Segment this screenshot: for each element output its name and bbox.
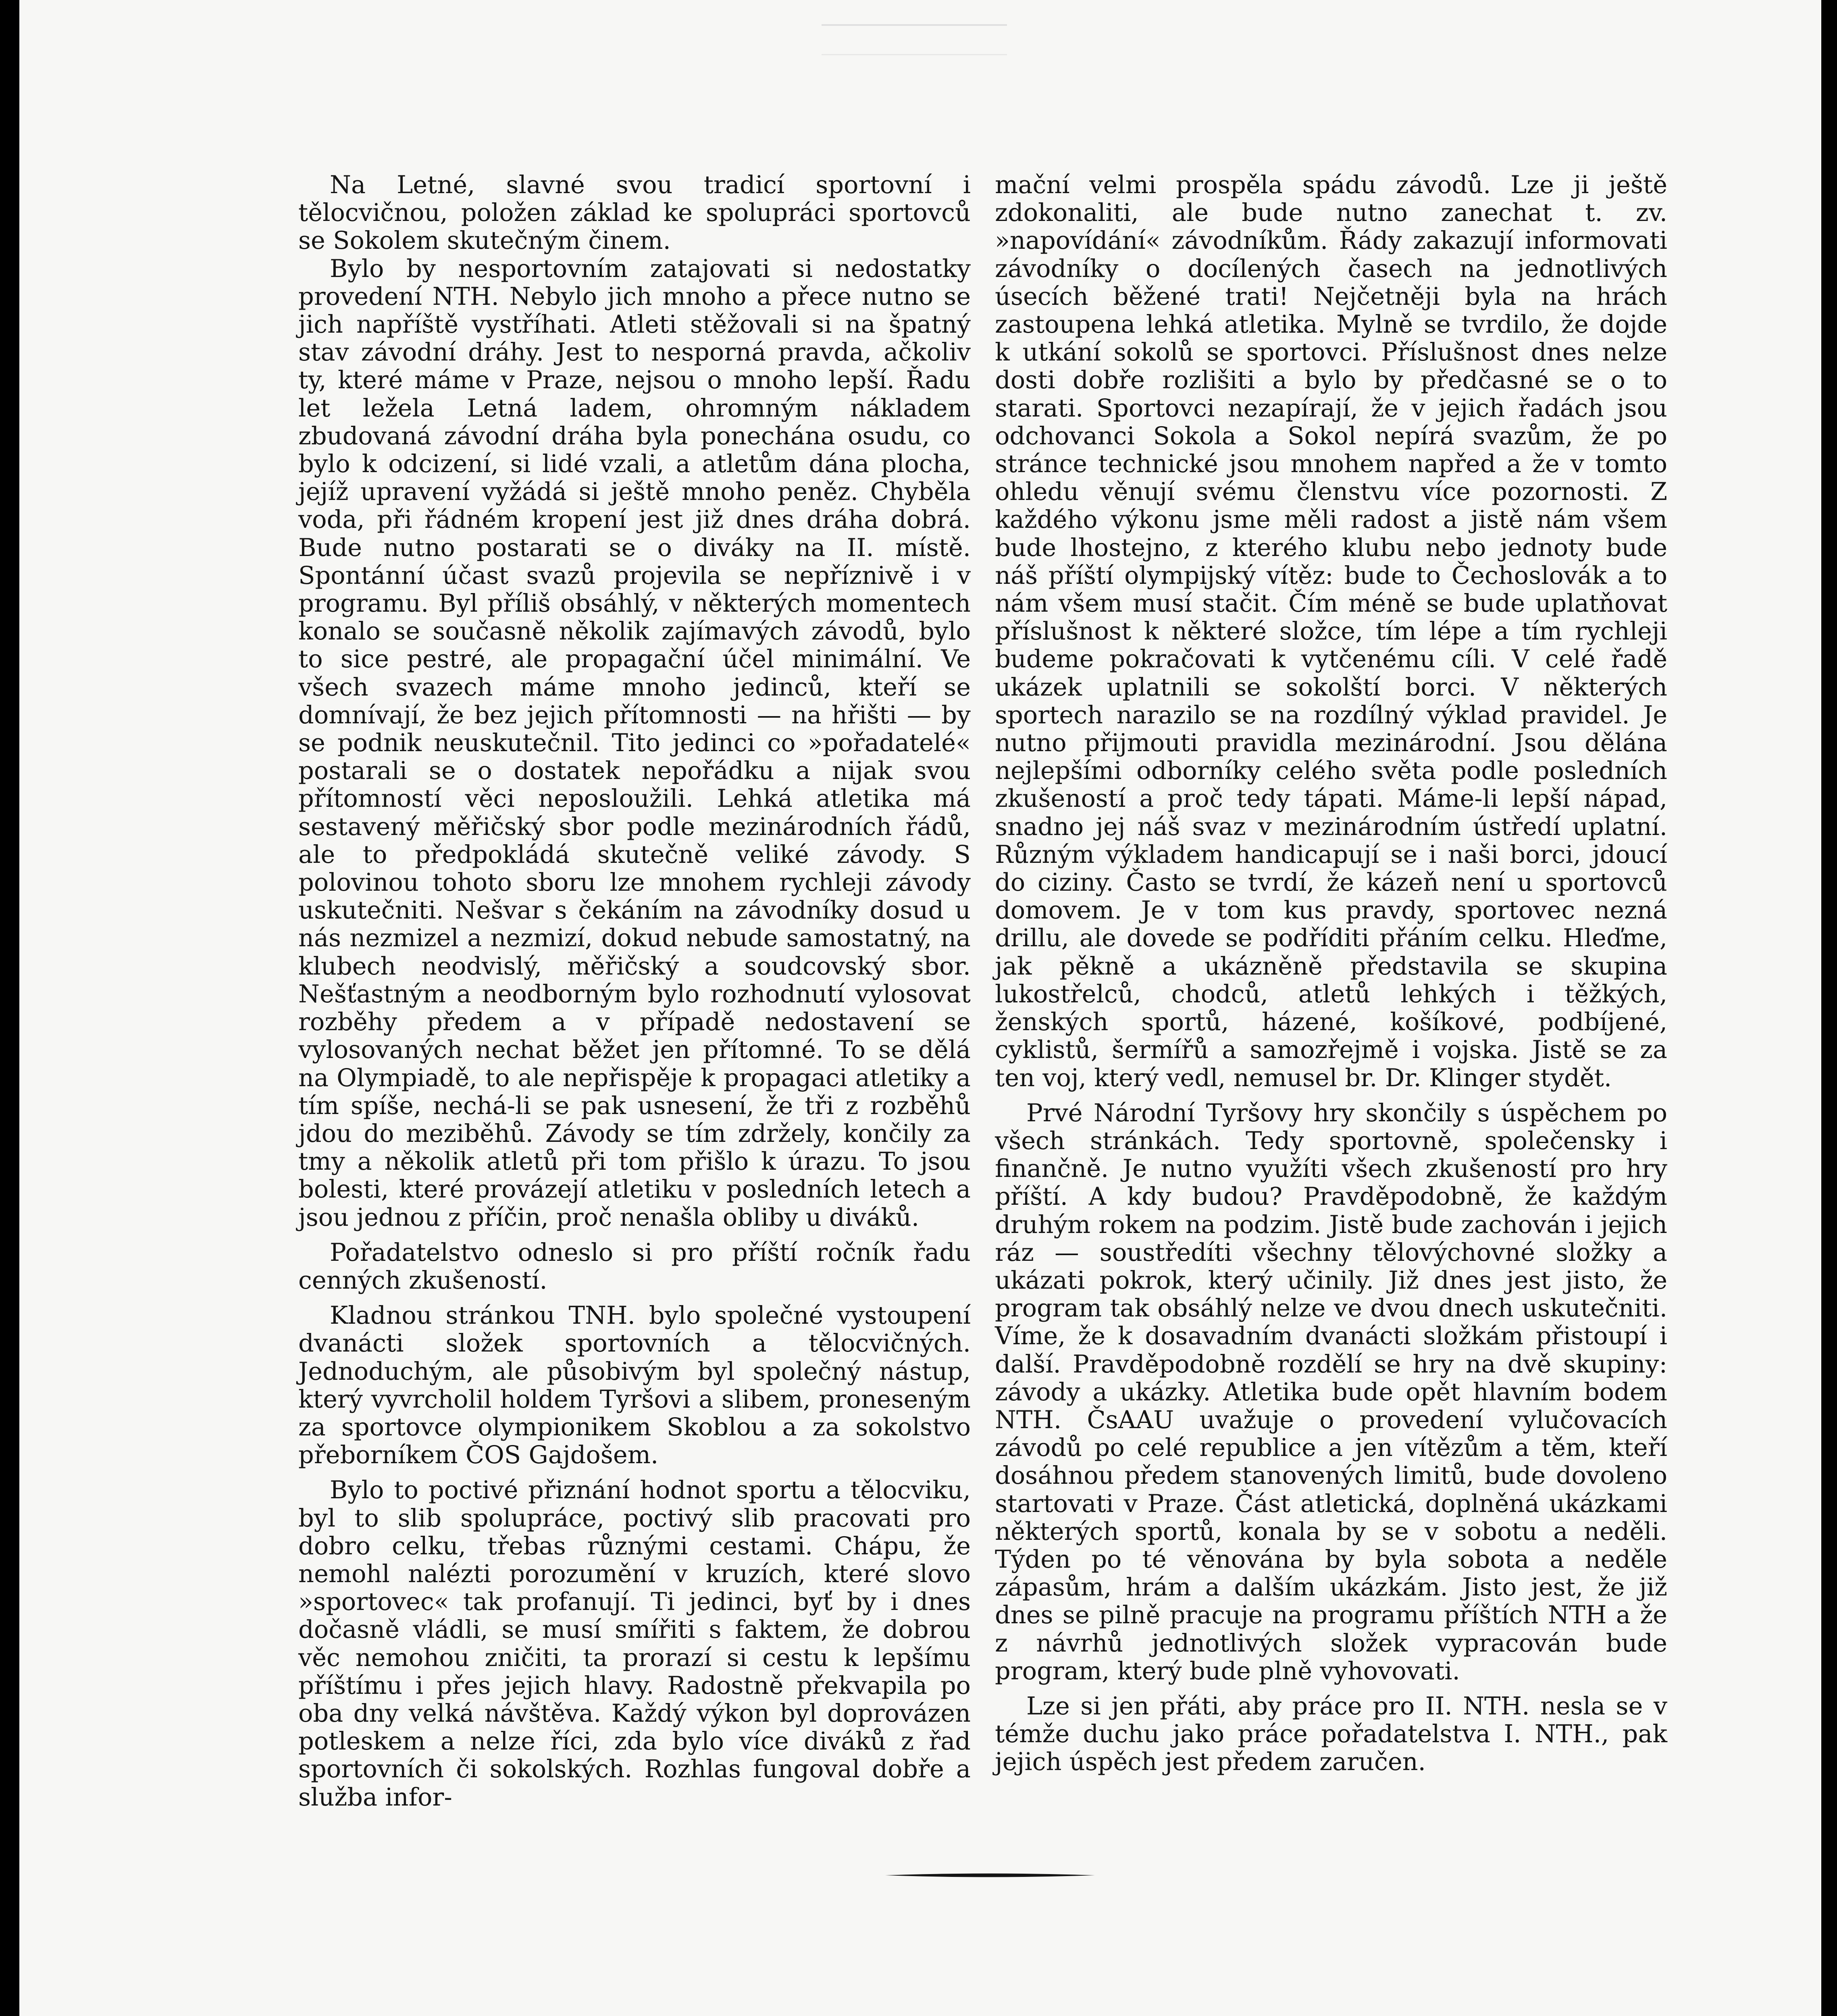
scan-edge — [1821, 0, 1837, 2016]
paragraph: Prvé Národní Tyršovy hry skončily s úspěchem po všech stránkách. Tedy sportovně, společensky i finančně. Je nutno využíti všech zkušeností pro hry příští. A kdy budou? Pravděpodobně, že každým druhým rokem na podzim. Jistě bude zachován i jejich ráz — soustředíti všechny tělovýchovné složky a ukázati pokrok, který učinily. Již dnes jest jisto, že program tak obsáhlý nelze ve dvou dnech uskutečniti. Víme, že k dosavadním dvanácti složkám přistoupí i další. Pravděpodobně rozdělí se hry na dvě skupiny: závody a ukázky. Atletika bude opět hlavním bodem NTH. ČsAAU uvažuje o provedení vylučovacích závodů po celé republice a jen vítězům a těm, kteří dosáhnou předem stanovených limitů, bude dovoleno startovati v Praze. Část atletická, doplněná ukázkami některých sportů, konala by se v sobotu a neděli. Týden po té věnována by byla sobota a neděle zápasům, hrám a dalším ukázkám. Jisto jest, že již dnes se pilně pracuje na programu příštích NTH a že z návrhů jednotlivých složek vypracován bude program, který bude plně vyhovovati. — [995, 1099, 1667, 1685]
paragraph: Kladnou stránkou TNH. bylo společné vystoupení dvanácti složek sportovních a tělocvičných. Jednoduchým, ale působivým byl společný nástup, který vyvrcholil holdem Tyršovi a slibem, proneseným za sportovce olympionikem Skoblou a za sokolstvo přeborníkem ČOS Gajdošem. — [298, 1302, 971, 1470]
paragraph: Lze si jen přáti, aby práce pro II. NTH. nesla se v témže duchu jako práce pořadatelstva I. NTH., pak jejich úspěch jest předem zaručen. — [995, 1692, 1667, 1776]
paragraph: mační velmi prospěla spádu závodů. Lze ji ještě zdokonaliti, ale bude nutno zanechat t. zv. »napovídání« závodníkům. Řády zakazují informovati závodníky o docílených časech na jednotlivých úsecích běžené trati! Nejčetněji byla na hrách zastoupena lehká atletika. Mylně se tvrdilo, že dojde k utkání sokolů se sportovci. Příslušnost dnes nelze dosti dobře rozlišiti a bylo by předčasné se o to starati. Sportovci nezapírají, že v jejich řadách jsou odchovanci Sokola a Sokol nepírá svazům, že po stránce technické jsou mnohem napřed a že v tomto ohledu věnují svému členstvu více pozornosti. Z každého výkonu jsme měli radost a jistě nám všem bude lhostejno, z kterého klubu nebo jednoty bude náš příští olympijský vítěz: bude to Čechoslovák a to nám všem musí stačit. Čím méně se bude uplatňovat příslušnost k některé složce, tím lépe a tím rychleji budeme pokračovati k vytčenému cíli. V celé řadě ukázek uplatnili se sokolští borci. V některých sportech narazilo se na rozdílný výklad pravidel. Je nutno přijmouti pravidla mezinárodní. Jsou dělána nejlepšími odborníky celého světa podle posledních zkušeností a proč tedy tápati. Máme-li lepší nápad, snadno jej náš svaz v mezinárodním ústředí uplatní. Různým výkladem handicapují se i naši borci, jdoucí do ciziny. Často se tvrdí, že kázeň není u sportovců domovem. Je v tom kus pravdy, sportovec nezná drillu, ale dovede se podříditi přáním celku. Hleďme, jak pěkně a ukázněně představila se skupina lukostřelců, chodců, atletů lehkých i těžkých, ženských sportů, házené, košíkové, podbíjené, cyklistů, šermířů a samozřejmě i vojska. Jistě se za ten voj, který vedl, nemusel br. Dr. Klinger stydět. — [995, 171, 1667, 1092]
end-ornament-divider — [885, 1871, 1095, 1880]
right-column — [995, 171, 1667, 1776]
paragraph: Na Letné, slavné svou tradicí sportovní i tělocvičnou, položen základ ke spolupráci sportovců se Sokolem skutečným činem. — [298, 171, 971, 255]
paragraph: Pořadatelstvo odneslo si pro příští ročník řadu cenných zkušeností. — [298, 1238, 971, 1295]
scan-artifact — [822, 24, 1007, 55]
left-column — [298, 171, 971, 1812]
paragraph: Bylo by nesportovním zatajovati si nedostatky provedení NTH. Nebylo jich mnoho a přece nutno se jich napříště vystříhati. Atleti stěžovali si na špatný stav závodní dráhy. Jest to nesporná pravda, ačkoliv ty, které máme v Praze, nejsou o mnoho lepší. Řadu let ležela Letná ladem, ohromným nákladem zbudovaná závodní dráha byla ponechána osudu, co bylo k odcizení, si lidé vzali, a atletům dána plocha, jejíž upravení vyžádá si ještě mnoho peněz. Chyběla voda, při řádném kropení jest již dnes dráha dobrá. Bude nutno postarati se o diváky na II. místě. Spontánní účast svazů projevila se nepříznivě i v programu. Byl příliš obsáhlý, v některých momentech konalo se současně několik zajímavých závodů, bylo to sice pestré, ale propagační účel minimální. Ve všech svazech máme mnoho jedinců, kteří se domnívají, že bez jejich přítomnosti — na hřišti — by se podnik neuskutečnil. Tito jedinci co »pořadatelé« postarali se o dostatek nepořádku a nijak svou přítomností věci neposloužili. Lehká atletika má sestavený měřičský sbor podle mezinárodních řádů, ale to předpokládá skutečně veliké závody. S polovinou tohoto sboru lze mnohem rychleji závody uskutečniti. Nešvar s čekáním na závodníky dosud u nás nezmizel a nezmizí, dokud nebude samostatný, na klubech neodvislý, měřičský a soudcovský sbor. Nešťastným a neodborným bylo rozhodnutí vylosovat rozběhy předem a v případě nedostavení se vylosovaných nechat běžet jen přítomné. To se dělá na Olympiadě, to ale nepřispěje k propagaci atletiky a tím spíše, nechá-li se pak usnesení, že tři z rozběhů jdou do meziběhů. Závody se tím zdržely, končily za tmy a několik atletů při tom přišlo k úrazu. To jsou bolesti, které provázejí atletiku v posledních letech a jsou jednou z příčin, proč nenašla obliby u diváků. — [298, 254, 971, 1232]
paragraph: Bylo to poctivé přiznání hodnot sportu a tělocviku, byl to slib spolupráce, poctivý slib pracovati pro dobro celku, třebas různými cestami. Chápu, že nemohl nalézti porozumění v kruzích, které slovo »sportovec« tak profanují. Ti jedinci, byť by i dnes dočasně vládli, se musí smířiti s faktem, že dobrou věc nemohou zničiti, ta prorazí si cestu k lepšímu příštímu i přes jejich hlavy. Radostně překvapila po oba dny velká návštěva. Každý výkon byl doprovázen potleskem a nelze říci, zda bylo více diváků z řad sportovních či sokolských. Rozhlas fungoval dobře a služba infor- — [298, 1476, 971, 1812]
page-sheet — [19, 0, 1821, 2016]
